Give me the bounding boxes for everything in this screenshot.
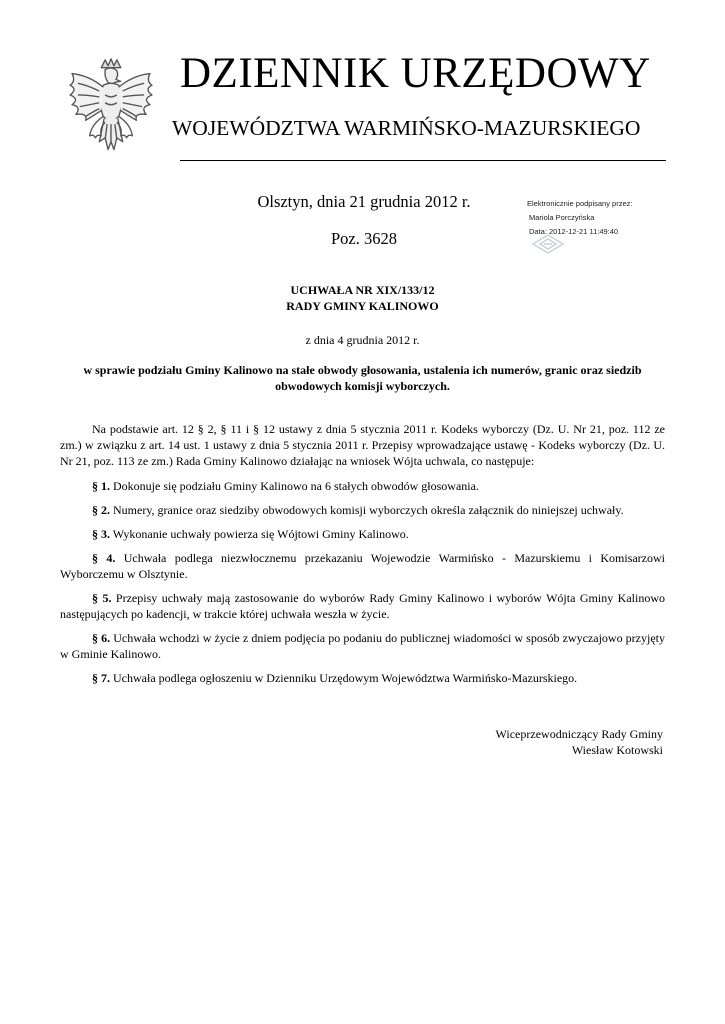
paragraph-6: [60, 630, 665, 662]
signatory-name: Wiesław Kotowski: [571, 743, 663, 757]
header-divider: [180, 160, 666, 161]
position-number: Poz. 3628: [331, 229, 397, 248]
journal-title: DZIENNIK URZĘDOWY: [180, 50, 651, 97]
paragraph-number: § 2.: [92, 503, 110, 517]
polish-eagle-emblem-icon: [62, 56, 160, 168]
paragraph-text: Uchwała podlega niezwłocznemu przekazaniu Wojewodzie Warmińsko - Mazurskiemu i Komisarzowi Wyborczemu w Olsztynie.: [60, 551, 666, 581]
paragraph-number: § 3.: [92, 527, 110, 541]
place-and-date: Olsztyn, dnia 21 grudnia 2012 r.: [257, 192, 471, 211]
paragraph-number: § 1.: [92, 479, 110, 493]
signatory-role: Wiceprzewodniczący Rady Gminy: [495, 727, 663, 741]
paragraph-number: § 7.: [92, 671, 110, 685]
paragraph-4: [60, 550, 665, 582]
paragraph-number: § 5.: [92, 591, 112, 605]
paragraph-5: [60, 590, 665, 622]
preamble: Na podstawie art. 12 § 2, § 11 i § 12 ustawy z dnia 5 stycznia 2011 r. Kodeks wyborczy (Dz. U. Nr 21, poz. 112 ze zm.) w związku z art. 14 ust. 1 ustawy z dnia 5 stycznia 2011 r. Przepisy wprowadzające ustawę - Kodeks wyborczy (Dz. U. Nr 21, poz. 113 ze zm.) Rada Gminy Kalinowo działając na wniosek Wójta uchwala, co następuje:: [60, 422, 665, 468]
journal-subtitle: WOJEWÓDZTWA WARMIŃSKO-MAZURSKIEGO: [172, 116, 641, 140]
resolution-number-line1: UCHWAŁA NR XIX/133/12: [290, 283, 435, 297]
paragraph-text: Numery, granice oraz siedziby obwodowych komisji wyborczych określa załącznik do niniejszej uchwały.: [110, 503, 624, 517]
paragraph-text: Dokonuje się podziału Gminy Kalinowo na 6 stałych obwodów głosowania.: [110, 479, 479, 493]
resolution-number-line2: RADY GMINY KALINOWO: [286, 299, 439, 313]
signature-signer: Mariola Porczyńska: [529, 213, 595, 222]
paragraph-number: § 4.: [92, 551, 116, 565]
paragraph-number: § 6.: [92, 631, 111, 645]
resolution-date: z dnia 4 grudnia 2012 r.: [305, 333, 420, 347]
resolution-body: [60, 421, 665, 694]
paragraph-text: Przepisy uchwały mają zastosowanie do wyborów Rady Gminy Kalinowo i wyborów Wójta Gminy Kalinowo następujących po kadencji, w trakcie której uchwała weszła w życie.: [60, 591, 665, 621]
paragraph-text: Uchwała podlega ogłoszeniu w Dzienniku Urzędowym Województwa Warmińsko-Mazurskiego.: [110, 671, 578, 685]
paragraph-2: [60, 502, 665, 518]
paragraph-text: Uchwała wchodzi w życie z dniem podjęcia po podaniu do publicznej wiadomości w sposób zwyczajowo przyjęty w Gminie Kalinowo.: [60, 631, 665, 661]
digital-signature-icon: [531, 233, 565, 255]
resolution-number: [0, 282, 725, 314]
paragraph-7: [60, 670, 665, 686]
signature-caption: Elektronicznie podpisany przez:: [527, 199, 633, 208]
paragraph-3: [60, 526, 665, 542]
paragraph-text: Wykonanie uchwały powierza się Wójtowi Gminy Kalinowo.: [110, 527, 409, 541]
signatory-block: [363, 726, 663, 758]
signature-timestamp: Data: 2012-12-21 11:49:40: [529, 227, 619, 236]
resolution-subject: w sprawie podziału Gminy Kalinowo na stałe obwody głosowania, ustalenia ich numerów, granic oraz siedzib obwodowych komisji wyborczych.: [83, 363, 642, 393]
paragraph-1: [60, 478, 665, 494]
